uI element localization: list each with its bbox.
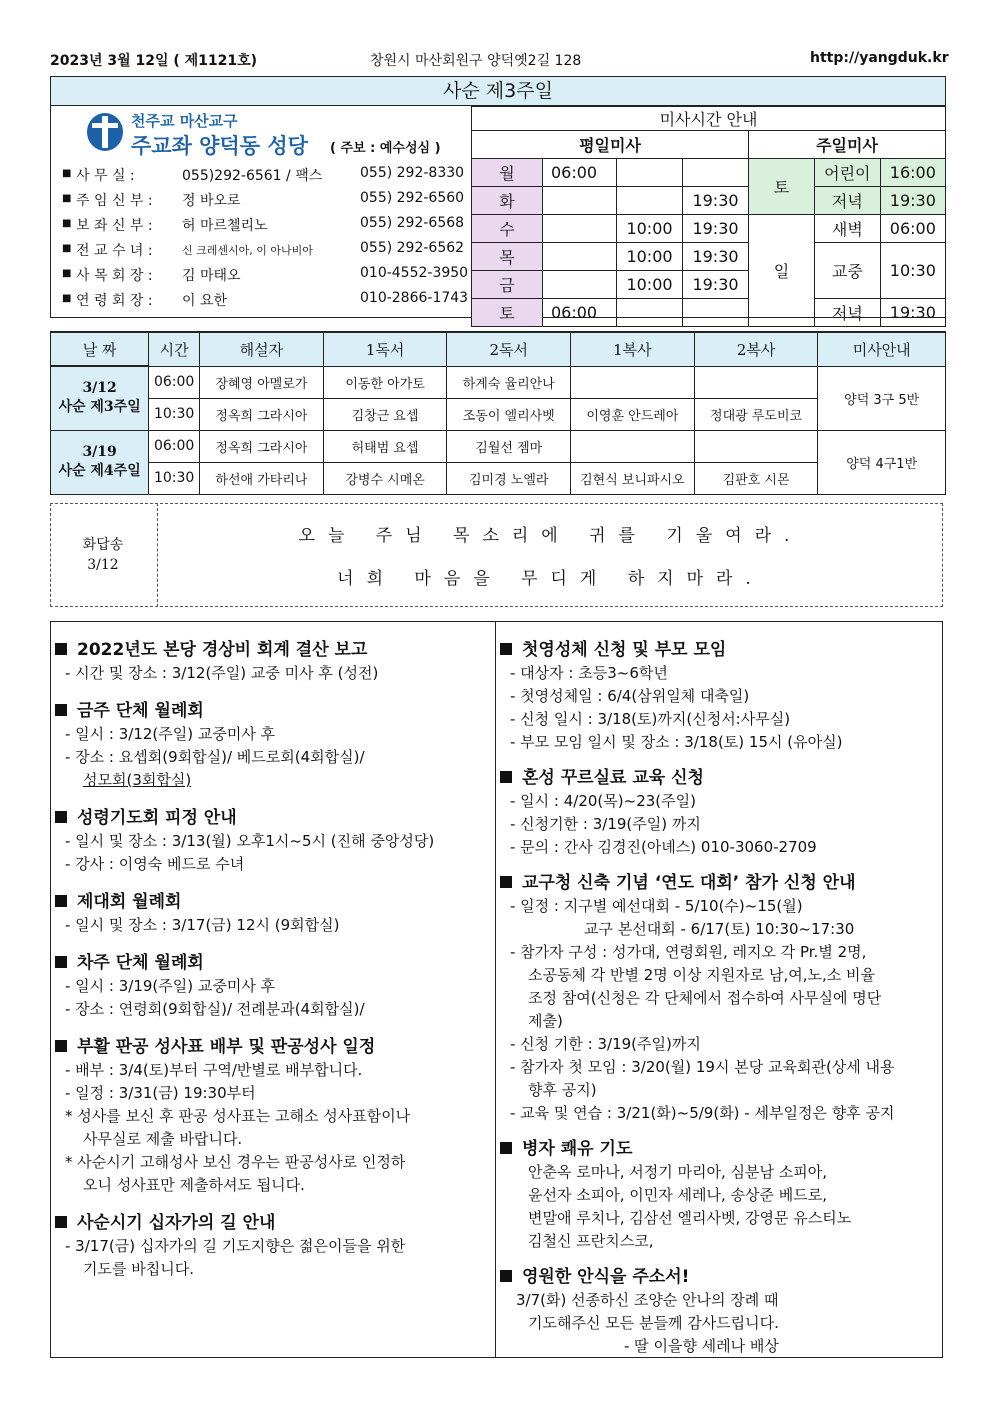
square-bullet-icon	[55, 956, 67, 968]
notice-line: - 시간 및 장소 : 3/12(주일) 교중 미사 후 (성전)	[65, 664, 379, 682]
schedule-row	[51, 430, 946, 462]
weekday-time-cell	[543, 215, 617, 243]
sunday-mass-cell: 교중	[815, 243, 881, 299]
notice-section	[55, 1211, 491, 1281]
notice-line: - 문의 : 간사 김경진(아녜스) 010-3060-2709	[510, 838, 817, 856]
notice-title	[55, 1035, 491, 1059]
contact-name: 이 요한	[182, 293, 228, 309]
sunday-mass-cell: 06:00	[880, 215, 945, 243]
bullet-icon: ■	[62, 243, 72, 254]
schedule-date-cell	[51, 366, 149, 430]
schedule-name-cell	[571, 366, 695, 398]
notice-line: 오니 성사표만 제출하셔도 됩니다.	[83, 1176, 305, 1194]
notice-title-text: 병자 쾌유 기도	[522, 1139, 633, 1159]
contact-row	[62, 240, 472, 262]
bullet-icon: ■	[62, 168, 72, 179]
weekday-cell: 토	[472, 299, 543, 327]
sunday-mass-label: 주일미사	[749, 131, 946, 159]
day-group-label: 일	[749, 215, 815, 327]
weekday-cell: 수	[472, 215, 543, 243]
schedule-time: 06:00	[149, 430, 200, 462]
contact-number: 055) 292-6568	[360, 215, 465, 231]
notice-title	[55, 1211, 491, 1235]
contact-name: 신 크레센시아, 이 아나비아	[182, 244, 313, 257]
notice-line: - 교육 및 연습 : 3/21(화)~5/9(화) - 세부일정은 향후 공지	[510, 1104, 895, 1122]
notice-line: - 참가자 구성 : 성가대, 연령회원, 레지오 각 Pr.별 2명,	[510, 943, 867, 961]
weekday-time-cell	[543, 187, 617, 215]
notice-line: 제출)	[528, 1012, 563, 1030]
weekday-cell: 목	[472, 243, 543, 271]
notice-title-text: 부활 판공 성사표 배부 및 판공성사 일정	[77, 1037, 376, 1057]
schedule-week: 사순 제3주일	[58, 399, 141, 416]
schedule-name-cell: 하선애 가타리나	[200, 462, 324, 494]
psalm-box	[50, 503, 943, 607]
notices-right-column	[500, 638, 940, 1370]
schedule-header-cell: 2독서	[447, 332, 571, 366]
notice-section	[500, 766, 940, 859]
square-bullet-icon	[55, 1216, 67, 1228]
contact-name: 정 바오로	[182, 193, 241, 209]
sunday-mass-cell: 16:00	[880, 159, 945, 187]
notice-line: 성모회(3회합실)	[83, 771, 192, 789]
square-bullet-icon	[500, 876, 512, 888]
mass-times-title: 미사시간 안내	[472, 107, 946, 131]
psalm-divider	[157, 503, 158, 607]
weekday-time-cell: 19:30	[683, 243, 749, 271]
notice-line: - 부모 모임 일시 및 장소 : 3/18(토) 15시 (유아실)	[510, 733, 843, 751]
notice-title	[55, 699, 491, 723]
liturgy-schedule-table	[50, 331, 946, 495]
notice-title	[55, 951, 491, 975]
contact-number: 010-2866-1743	[360, 290, 469, 306]
schedule-header-cell: 1독서	[323, 332, 447, 366]
schedule-name-cell: 허태범 요셉	[323, 430, 447, 462]
weekday-time-cell	[683, 299, 749, 327]
psalm-line-2: 너희 마음을 무디게 하지마라.	[337, 569, 764, 589]
psalm-line-1: 오늘 주님 목소리에 귀를 기울여라.	[298, 526, 803, 546]
notice-line: - 3/17(금) 십자가의 길 기도지향은 젊은이들을 위한	[65, 1237, 406, 1255]
schedule-name-cell: 김현식 보니파시오	[571, 462, 695, 494]
notice-section	[500, 638, 940, 754]
notice-section	[55, 806, 491, 876]
sunday-mass-cell: 저녁	[815, 299, 881, 327]
notice-line: - 대상자 : 초등3~6학년	[510, 664, 668, 682]
schedule-row	[51, 398, 946, 430]
square-bullet-icon	[500, 1142, 512, 1154]
contact-label: 사 목 회 장 :	[76, 268, 153, 284]
contact-number: 055) 292-6560	[360, 190, 465, 206]
notice-title	[500, 871, 940, 895]
schedule-header-cell: 1복사	[571, 332, 695, 366]
website-link[interactable]: http://yangduk.kr	[810, 50, 949, 66]
notice-line: - 일정 : 지구별 예선대회 - 5/10(수)~15(월)	[510, 897, 803, 915]
contact-label: 연 령 회 장 :	[76, 293, 153, 309]
mass-row	[472, 299, 946, 327]
notices-left-column	[55, 638, 491, 1295]
contact-row	[62, 265, 472, 287]
schedule-week: 사순 제4주일	[58, 463, 141, 479]
contact-number: 010-4552-3950	[360, 265, 469, 281]
notice-title	[500, 638, 940, 662]
square-bullet-icon	[55, 1040, 67, 1052]
schedule-name-cell: 김월선 젬마	[447, 430, 571, 462]
cross-logo-vertical	[102, 116, 108, 148]
notice-line: * 사순시기 고해성사 보신 경우는 판공성사로 인정하	[65, 1153, 406, 1171]
notice-title	[500, 766, 940, 790]
square-bullet-icon	[500, 771, 512, 783]
contact-number: 055) 292-8330	[360, 165, 465, 181]
notice-line: - 일시 및 장소 : 3/13(월) 오후1시~5시 (진해 중앙성당)	[65, 832, 435, 850]
schedule-header-cell: 해설자	[200, 332, 324, 366]
weekday-time-cell	[617, 159, 683, 187]
weekday-time-cell	[617, 299, 683, 327]
mass-info-cell: 양덕 4구1반	[818, 430, 946, 494]
square-bullet-icon	[55, 895, 67, 907]
schedule-name-cell: 정대광 루도비코	[694, 398, 818, 430]
notice-line: - 일시 : 3/19(주일) 교중미사 후	[65, 977, 276, 995]
schedule-time: 10:30	[149, 398, 200, 430]
weekday-time-cell: 10:00	[617, 271, 683, 299]
contact-name: 허 마르첼리노	[182, 218, 268, 234]
weekday-time-cell: 19:30	[683, 215, 749, 243]
schedule-name-cell: 정옥희 그라시아	[200, 398, 324, 430]
notice-title-text: 2022년도 본당 경상비 회계 결산 보고	[77, 640, 368, 660]
schedule-name-cell: 이동한 아가토	[323, 366, 447, 398]
weekday-time-cell: 06:00	[543, 159, 617, 187]
contact-label: 전 교 수 녀 :	[76, 243, 153, 259]
square-bullet-icon	[55, 704, 67, 716]
weekday-cell: 월	[472, 159, 543, 187]
weekday-cell: 금	[472, 271, 543, 299]
notice-title-text: 차주 단체 월례회	[77, 953, 204, 973]
psalm-label	[50, 535, 156, 575]
notice-line: * 성사를 보신 후 판공 성사표는 고해소 성사표함이나	[65, 1107, 411, 1125]
notice-title-text: 영원한 안식을 주소서!	[522, 1267, 690, 1287]
mass-row	[472, 215, 946, 243]
notice-title-text: 교구청 신축 기념 ‘연도 대회’ 참가 신청 안내	[522, 873, 856, 893]
notice-title	[55, 806, 491, 830]
schedule-date: 3/12	[82, 380, 117, 397]
schedule-date: 3/19	[82, 444, 117, 460]
square-bullet-icon	[55, 643, 67, 655]
contact-name: 055)292-6561 / 팩스	[182, 168, 323, 184]
notice-line: - 일시 : 3/12(주일) 교중미사 후	[65, 725, 276, 743]
weekday-time-cell	[683, 159, 749, 187]
notice-section	[55, 699, 491, 792]
schedule-name-cell: 장혜영 아멜로가	[200, 366, 324, 398]
notice-line: 윤선자 소피아, 이민자 세레나, 송상준 베드로,	[528, 1186, 827, 1204]
issue-date: 2023년 3월 12일 ( 제1121호)	[50, 53, 258, 69]
notice-title	[55, 638, 491, 662]
notice-title-text: 첫영성체 신청 및 부모 모임	[522, 640, 727, 660]
psalm-label-title: 화답송	[82, 537, 124, 553]
notice-line: 변말애 루치나, 김삼선 엘리사벳, 강영문 유스티노	[528, 1209, 852, 1227]
parish-address: 창원시 마산회원구 양덕옛2길 128	[370, 53, 582, 69]
schedule-header-cell: 날 짜	[51, 332, 149, 366]
schedule-time: 06:00	[149, 366, 200, 398]
schedule-name-cell: 정옥희 그라시아	[200, 430, 324, 462]
notice-section	[500, 871, 940, 1125]
schedule-name-cell: 조동이 엘리사벳	[447, 398, 571, 430]
notice-line: 조정 참여(신청은 각 단체에서 접수하여 사무실에 명단	[528, 989, 882, 1007]
notice-line: 김철신 프란치스코,	[528, 1232, 654, 1250]
schedule-name-cell	[571, 430, 695, 462]
bullet-icon: ■	[62, 218, 72, 229]
notice-section	[55, 638, 491, 685]
psalm-label-date: 3/12	[87, 557, 119, 573]
notices-divider	[495, 621, 496, 1358]
notice-line: - 배부 : 3/4(토)부터 구역/반별로 배부합니다.	[65, 1061, 363, 1079]
notice-line: 교구 본선대회 - 6/17(토) 10:30~17:30	[584, 920, 855, 938]
weekday-time-cell: 06:00	[543, 299, 617, 327]
notice-section	[55, 1035, 491, 1197]
notice-title-text: 제대회 월례회	[77, 892, 182, 912]
mass-row	[472, 159, 946, 187]
schedule-date-cell	[51, 430, 149, 494]
patron-label: ( 주보 : 예수성심 )	[330, 141, 441, 156]
sunday-mass-cell: 어린이	[815, 159, 881, 187]
weekday-mass-label: 평일미사	[472, 131, 749, 159]
mass-row	[472, 243, 946, 271]
sunday-mass-cell: 새벽	[815, 215, 881, 243]
schedule-name-cell: 강병수 시메온	[323, 462, 447, 494]
contact-label: 사 무 실 :	[76, 168, 135, 184]
notice-line: 안춘옥 로마나, 서정기 마리아, 심분남 소피아,	[528, 1163, 827, 1181]
contact-label: 보 좌 신 부 :	[76, 218, 153, 234]
contact-number: 055) 292-6562	[360, 240, 465, 256]
schedule-row	[51, 366, 946, 398]
notice-line: - 딸 이을향 세레나 배상	[624, 1337, 779, 1355]
notice-line: - 참가자 첫 모임 : 3/20(월) 19시 본당 교육회관(상세 내용	[510, 1058, 895, 1076]
schedule-name-cell	[694, 366, 818, 398]
bullet-icon: ■	[62, 293, 72, 304]
notice-line: - 일시 및 장소 : 3/17(금) 12시 (9회합실)	[65, 916, 340, 934]
contact-row	[62, 215, 472, 237]
schedule-name-cell: 김판호 시몬	[694, 462, 818, 494]
square-bullet-icon	[500, 1270, 512, 1282]
notice-line: 3/7(화) 선종하신 조양순 안나의 장례 때	[516, 1291, 779, 1309]
notice-line: - 일정 : 3/31(금) 19:30부터	[65, 1084, 256, 1102]
notice-section	[500, 1137, 940, 1253]
weekday-time-cell: 10:00	[617, 243, 683, 271]
schedule-header-cell: 미사안내	[818, 332, 946, 366]
notice-line: 향후 공지)	[528, 1081, 597, 1099]
notice-section	[55, 890, 491, 937]
page-title: 사순 제3주일	[50, 76, 946, 106]
schedule-name-cell: 이영훈 안드레아	[571, 398, 695, 430]
notice-line: - 신청 기한 : 3/19(주일)까지	[510, 1035, 701, 1053]
cross-logo-horizontal	[92, 123, 118, 128]
notice-line: - 신청 일시 : 3/18(토)까지(신청서:사무실)	[510, 710, 791, 728]
contact-row	[62, 165, 472, 187]
notice-title	[500, 1137, 940, 1161]
weekday-cell: 화	[472, 187, 543, 215]
notice-title-text: 성령기도회 피정 안내	[77, 808, 237, 828]
weekday-time-cell	[543, 271, 617, 299]
weekday-time-cell: 10:00	[617, 215, 683, 243]
notice-line: 소공동체 각 반별 2명 이상 지원자로 남,여,노,소 비율	[528, 966, 876, 984]
notice-line: 기도를 바칩니다.	[83, 1260, 194, 1278]
schedule-header-cell: 2복사	[694, 332, 818, 366]
notice-title	[55, 890, 491, 914]
sunday-mass-cell: 19:30	[880, 187, 945, 215]
schedule-row	[51, 462, 946, 494]
schedule-name-cell: 김창근 요셉	[323, 398, 447, 430]
sunday-mass-cell: 10:30	[880, 243, 945, 299]
schedule-name-cell	[694, 430, 818, 462]
schedule-time: 10:30	[149, 462, 200, 494]
notice-line: - 첫영성체일 : 6/4(삼위일체 대축일)	[510, 687, 750, 705]
weekday-time-cell	[617, 187, 683, 215]
sunday-mass-cell: 저녁	[815, 187, 881, 215]
notice-title-text: 혼성 꾸르실료 교육 신청	[522, 768, 704, 788]
contact-row	[62, 190, 472, 212]
notice-section	[55, 951, 491, 1021]
notice-line: 사무실로 제출 바랍니다.	[83, 1130, 243, 1148]
contact-row	[62, 290, 472, 312]
notice-section	[500, 1265, 940, 1358]
notice-line: 기도해주신 모든 분들께 감사드립니다.	[528, 1314, 779, 1332]
bullet-icon: ■	[62, 268, 72, 279]
square-bullet-icon	[55, 811, 67, 823]
notice-title-text: 사순시기 십자가의 길 안내	[77, 1213, 276, 1233]
mass-times-table	[471, 106, 946, 327]
schedule-name-cell: 김미경 노엘라	[447, 462, 571, 494]
schedule-header-cell: 시간	[149, 332, 200, 366]
notice-title-text: 금주 단체 월례회	[77, 701, 204, 721]
sunday-mass-cell: 19:30	[880, 299, 945, 327]
weekday-time-cell	[543, 243, 617, 271]
weekday-time-cell: 19:30	[683, 271, 749, 299]
square-bullet-icon	[500, 643, 512, 655]
contact-label: 주 임 신 부 :	[76, 193, 153, 209]
mass-info-cell: 양덕 3구 5반	[818, 366, 946, 430]
notice-line: - 신청기한 : 3/19(주일) 까지	[510, 815, 701, 833]
bullet-icon: ■	[62, 193, 72, 204]
day-group-label: 토	[749, 159, 815, 215]
notice-line: - 장소 : 연령회(9회합실)/ 전례분과(4회합실)/	[65, 1000, 365, 1018]
mass-row	[472, 187, 946, 215]
weekday-time-cell: 19:30	[683, 187, 749, 215]
parish-name: 주교좌 양덕동 성당	[131, 134, 308, 158]
contact-name: 김 마태오	[182, 268, 241, 284]
notice-line: - 장소 : 요셉회(9회합실)/ 베드로회(4회합실)/	[65, 748, 365, 766]
notice-line: - 일시 : 4/20(목)~23(주일)	[510, 792, 696, 810]
diocese-name: 천주교 마산교구	[131, 112, 238, 130]
notice-title	[500, 1265, 940, 1289]
notice-line: - 강사 : 이영숙 베드로 수녀	[65, 855, 245, 873]
schedule-name-cell: 하계숙 율리안나	[447, 366, 571, 398]
